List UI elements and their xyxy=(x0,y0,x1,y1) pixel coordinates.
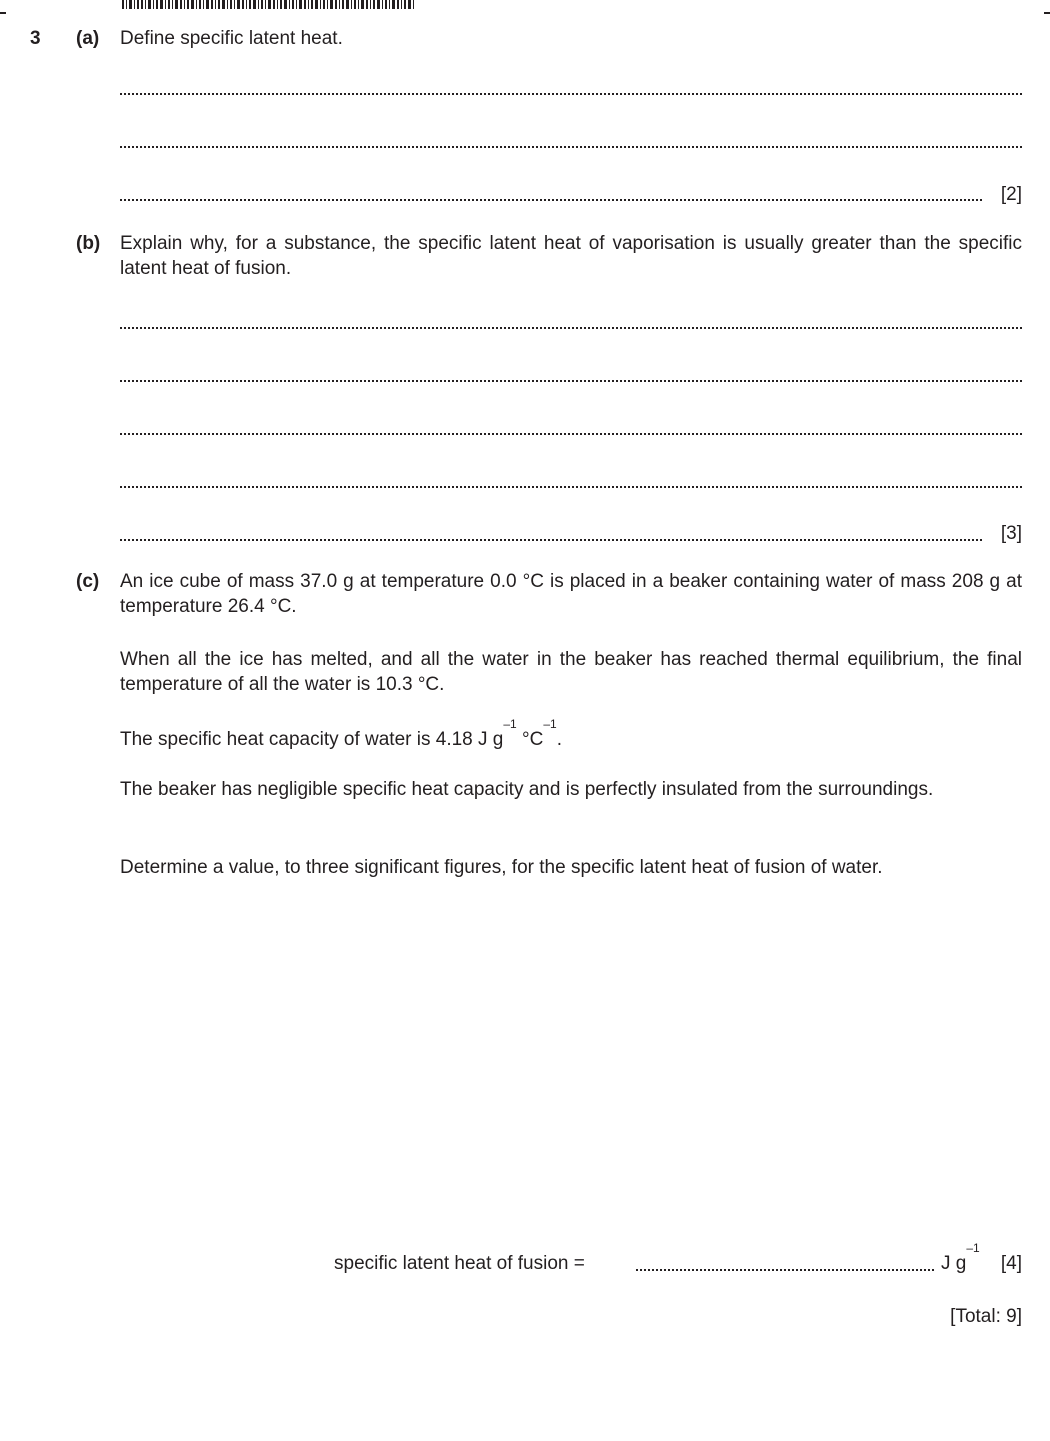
unit-text: °C xyxy=(516,729,544,750)
answer-line[interactable] xyxy=(120,433,1022,435)
answer-line[interactable] xyxy=(120,486,1022,488)
part-b-label: (b) xyxy=(76,233,101,254)
barcode xyxy=(122,0,424,9)
heat-capacity-text: The specific heat capacity of water is 4.18 J g xyxy=(120,729,504,750)
crop-mark-right xyxy=(1044,12,1050,14)
sentence-end: . xyxy=(556,729,562,750)
part-c-label: (c) xyxy=(76,571,100,592)
answer-line[interactable] xyxy=(120,199,982,201)
exponent: –1 xyxy=(966,1241,980,1255)
unit-text: J g xyxy=(941,1253,967,1274)
answer-line[interactable] xyxy=(120,539,982,541)
answer-line[interactable] xyxy=(120,380,1022,382)
part-a-label: (a) xyxy=(76,28,100,49)
part-c-paragraph-1: An ice cube of mass 37.0 g at temperature 0.0 °C is placed in a beaker containing water of mass 208 g at temperature 26.4 °C. xyxy=(120,571,1022,617)
part-c-paragraph-3 xyxy=(120,717,562,752)
marks-allocation: [3] xyxy=(1000,523,1022,544)
total-marks: [Total: 9] xyxy=(950,1306,1022,1327)
answer-line[interactable] xyxy=(120,93,1022,95)
part-a-prompt: Define specific latent heat. xyxy=(120,28,343,49)
exponent: –1 xyxy=(543,717,557,731)
part-c-paragraph-5: Determine a value, to three significant figures, for the specific latent heat of fusion of water. xyxy=(120,857,883,878)
marks-allocation: [4] xyxy=(1000,1253,1022,1274)
answer-label: specific latent heat of fusion = xyxy=(334,1253,585,1274)
exponent: –1 xyxy=(503,717,517,731)
part-c-paragraph-2: When all the ice has melted, and all the water in the beaker has reached thermal equilibrium, the final temperature of all the water is 10.3 °C. xyxy=(120,649,1022,695)
question-number: 3 xyxy=(30,28,41,49)
answer-line[interactable] xyxy=(120,146,1022,148)
part-b-prompt: Explain why, for a substance, the specific latent heat of vaporisation is usually greater than the specific latent heat of fusion. xyxy=(120,233,1022,279)
answer-line[interactable] xyxy=(120,327,1022,329)
answer-unit xyxy=(941,1241,980,1276)
part-c-paragraph-4: The beaker has negligible specific heat capacity and is perfectly insulated from the surroundings. xyxy=(120,779,934,800)
marks-allocation: [2] xyxy=(1000,184,1022,205)
answer-input-line[interactable] xyxy=(636,1269,934,1271)
crop-mark-left xyxy=(0,12,6,14)
